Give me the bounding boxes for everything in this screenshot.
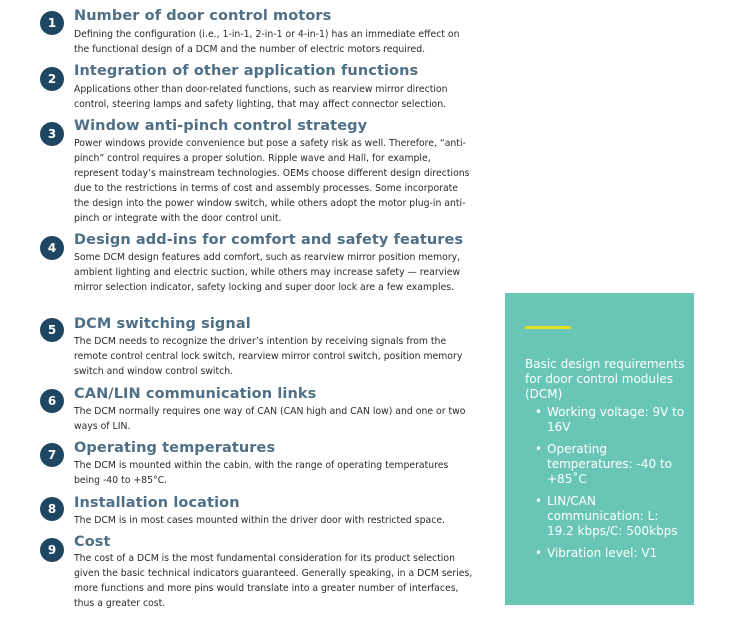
item-description: The DCM is in most cases mounted within the driver door with restricted space. [74,515,445,526]
item-description: The DCM is mounted within the cabin, with the range of operating temperatures being -40 to +85°C. [74,460,449,486]
number-badge: 9 [40,538,64,562]
panel-heading: Basic design requirements for door control modules (DCM) [525,357,685,401]
number-badge: 8 [40,497,64,521]
number-badge: 5 [40,318,64,342]
number-badge: 1 [40,11,64,35]
requirement-item: • LIN/CAN communication: L: 19.2 kbps/C: 500kbps [525,494,685,539]
item-title: DCM switching signal [74,316,251,332]
item-description: Applications other than door-related functions, such as rearview mirror direction control, steering lamps and safety lighting, that may affect connector selection. [74,84,448,110]
requirements-list [525,405,685,568]
item-title: Integration of other application functions [74,63,419,79]
item-description: Some DCM design features add comfort, such as rearview mirror position memory, ambient lighting and electric suction, while others may increase safety — rearview mirror selection indicator, safety locking and super door lock are a few examples. [74,252,461,293]
item-description: The cost of a DCM is the most fundamental consideration for its product selection given the basic technical indicators guaranteed. Generally speaking, in a DCM series, more functions and more pins would translate into a greater number of interfaces, thus a greater cost. [74,553,473,609]
item-description: Power windows provide convenience but pose a safety risk as well. Therefore, “anti-pinch” control requires a proper solution. Ripple wave and Hall, for example, represent today’s mainstream technologies. OEMs choose different design directions due to the restrictions in terms of cost and assembly processes. Some incorporate the design into the power window switch, while others adopt the motor plug-in anti-pinch or integrate with the door control unit. [74,138,470,224]
item-title: Window anti-pinch control strategy [74,118,368,134]
number-badge: 6 [40,389,64,413]
requirements-panel [505,293,694,605]
accent-line [525,326,571,329]
item-title: Cost [74,534,111,550]
requirement-item: • Working voltage: 9V to 16V [525,405,685,435]
item-description: The DCM needs to recognize the driver’s intention by receiving signals from the remote control central lock switch, rearview mirror control switch, position memory switch and window control switch. [74,336,463,377]
number-badge: 3 [40,122,64,146]
item-title: Operating temperatures [74,440,276,456]
item-title: Installation location [74,495,240,511]
item-description: The DCM normally requires one way of CAN (CAN high and CAN low) and one or two ways of LIN. [74,406,466,432]
requirement-item: • Operating temperatures: -40 to +85˚C [525,442,685,487]
item-title: CAN/LIN communication links [74,386,317,402]
item-description: Defining the configuration (i.e., 1-in-1, 2-in-1 or 4-in-1) has an immediate effect on the functional design of a DCM and the number of electric motors required. [74,29,460,55]
number-badge: 2 [40,67,64,91]
number-badge: 7 [40,443,64,467]
requirement-item: • Vibration level: V1 [525,546,685,561]
item-title: Design add-ins for comfort and safety features [74,232,464,248]
number-badge: 4 [40,236,64,260]
item-title: Number of door control motors [74,8,332,24]
